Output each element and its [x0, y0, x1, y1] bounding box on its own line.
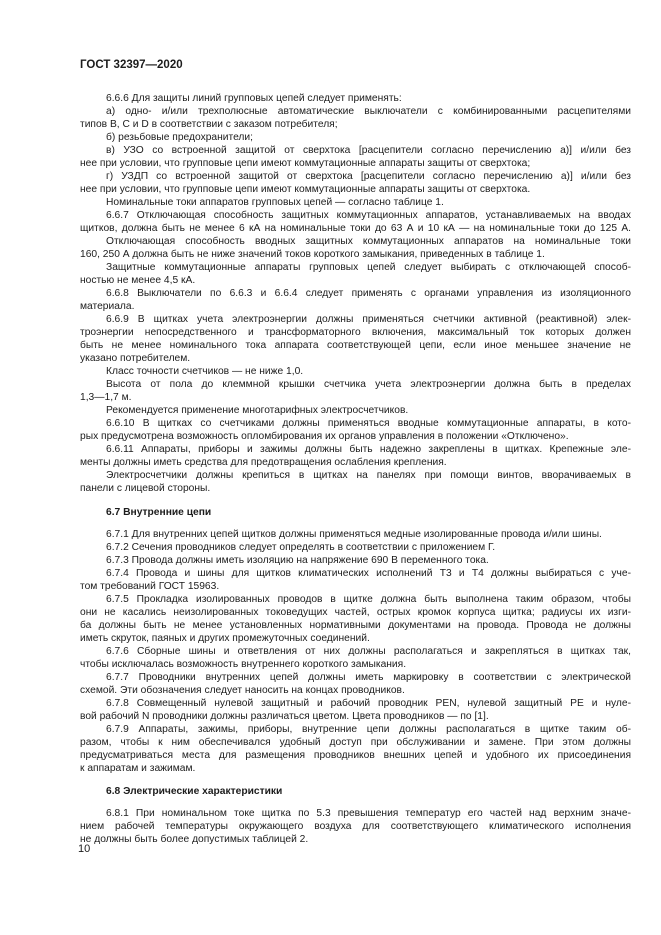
text-line: рых предусмотрена возможность опломбирования их органов управления в положении «Отключено». [80, 431, 569, 442]
text-line: ностью не менее 4,5 кА. [80, 275, 196, 286]
text-line: Отключающая способность вводных защитных коммутационных аппаратов на номинальные токи [106, 236, 631, 247]
text-line: ба должны быть не менее установленных нормативными документами на провода. Провода не должны [80, 620, 631, 631]
text-line: материала. [80, 301, 135, 312]
text-line: нием рабочей температуры окружающего воздуха для соответствующего климатического исполнения [80, 821, 631, 832]
text-line: предусматриваться места для размещения проводников внешних цепей и удобного их присоединения [80, 750, 631, 761]
text-line: б) резьбовые предохранители; [106, 132, 253, 143]
text-line: 6.7.4 Провода и шины для щитков климатических исполнений Т3 и Т4 должны выбираться с уче- [106, 568, 631, 579]
text-line: щитков, должна быть не менее 6 кА на номинальные токи до 63 А и 10 кА — на номинальные токи до 125 А. [80, 223, 631, 234]
text-line: в) УЗО со встроенной защитой от сверхтока [расцепители согласно перечислению а)] и/или без [106, 145, 631, 156]
text-line: быть не менее номинального тока аппарата соответствующей цепи, если иное меньшее значение не [80, 340, 631, 351]
text-line: вой рабочий N проводники должны различаться цветом. Цвета проводников — по [1]. [80, 711, 489, 722]
section-heading: 6.7 Внутренние цепи [106, 507, 212, 518]
text-line: менты должны иметь средства для предотвращения ослабления крепления. [80, 457, 447, 468]
text-line: а) одно- и/или трехполюсные автоматические выключатели с комбинированными расцепителями [106, 106, 631, 117]
text-line: чтобы исключалась возможность внутреннего короткого замыкания. [80, 659, 407, 670]
text-line: 6.7.2 Сечения проводников следует определять в соответствии с приложением Г. [106, 542, 496, 553]
text-line: 6.6.10 В щитках со счетчиками должны применяться вводные коммутационные аппараты, в кото- [106, 418, 631, 429]
section-heading: 6.8 Электрические характеристики [106, 786, 283, 797]
text-line: 6.7.9 Аппараты, зажимы, приборы, внутренние цепи должны располагаться в щитке таким об- [106, 724, 631, 735]
text-line: 6.7.8 Совмещенный нулевой защитный и рабочий проводник PEN, нулевой защитный PE и нуле- [106, 698, 631, 709]
text-line: разом, чтобы к ним обеспечивался удобный доступ при обслуживании и замене. При этом должны [80, 737, 631, 748]
text-line: 6.7.1 Для внутренних цепей щитков должны применяться медные изолированные провода и/или шины. [106, 529, 602, 540]
text-line: 6.7.7 Проводники внутренних цепей должны иметь маркировку в соответствии с электрической [106, 672, 631, 683]
text-line: типов B, C и D в соответствии с заказом потребителя; [80, 119, 338, 130]
text-line: панели с лицевой стороны. [80, 483, 211, 494]
page-number: 10 [78, 843, 91, 855]
text-line: 1,3—1,7 м. [80, 392, 132, 403]
text-line: 160, 250 А должна быть не ниже значений токов короткого замыкания, приведенных в таблице 1. [80, 249, 545, 260]
text-line: 6.6.6 Для защиты линий групповых цепей следует применять: [106, 93, 402, 104]
text-line: Номинальные токи аппаратов групповых цепей — согласно таблице 1. [106, 197, 444, 208]
text-line: они не касались неизолированных токоведущих частей, острых кромок корпуса щитка; радиусы их изги- [80, 607, 631, 618]
text-line: Защитные коммутационные аппараты групповых цепей следует выбирать с отключающей способ- [106, 262, 631, 273]
text-line: 6.8.1 При номинальном токе щитка по 5.3 превышения температур его частей над верхним значе- [106, 808, 631, 819]
text-line: 6.6.7 Отключающая способность защитных коммутационных аппаратов, устанавливаемых на вводах [106, 210, 631, 221]
text-line: 6.6.8 Выключатели по 6.6.3 и 6.6.4 следует применять с органами управления из изоляционного [106, 288, 631, 299]
text-line: Электросчетчики должны крепиться в щитках на панелях при помощи винтов, вворачиваемых в [106, 470, 631, 481]
text-line: 6.7.5 Прокладка изолированных проводов в щитке должна быть выполнена таким образом, чтобы [106, 594, 631, 605]
text-line: Рекомендуется применение многотарифных электросчетчиков. [106, 405, 409, 416]
text-line: г) УЗДП со встроенной защитой от сверхтока [расцепители согласно перечислению а)] и/или без [106, 171, 631, 182]
text-line: иметь скруток, паяных и других промежуточных соединений. [80, 633, 370, 644]
text-line: 6.6.9 В щитках учета электроэнергии должны применяться счетчики активной (реактивной) элек- [106, 314, 631, 325]
text-line: нее при условии, что групповые цепи имеют коммутационные аппараты защиты от сверхтока; [80, 158, 531, 169]
text-line: 6.7.6 Сборные шины и ответвления от них должны располагаться и закрепляться в щитках так, [106, 646, 631, 657]
text-line: нее при условии, что групповые цепи имеют коммутационные аппараты защиты от сверхтока. [80, 184, 531, 195]
text-line: троэнергии непосредственного и трансформаторного включения, максимальный ток которых должен [80, 327, 631, 338]
text-line: Класс точности счетчиков — не ниже 1,0. [106, 366, 304, 377]
document-header: ГОСТ 32397—2020 [80, 59, 183, 71]
text-line: схемой. Эти обозначения следует наносить на концах проводников. [80, 685, 405, 696]
text-line: указано потребителем. [80, 353, 191, 364]
text-line: 6.7.3 Провода должны иметь изоляцию на напряжение 690 В переменного тока. [106, 555, 489, 566]
text-line: 6.6.11 Аппараты, приборы и зажимы должны быть надежно закреплены в щитках. Крепежные эле- [106, 444, 631, 455]
text-line: не должны быть более допустимых таблицей 2. [80, 834, 309, 845]
text-line: том требований ГОСТ 15963. [80, 581, 220, 592]
text-line: Высота от пола до клеммной крышки счетчика учета электроэнергии должна быть в пределах [106, 379, 631, 390]
text-line: к аппаратам и зажимам. [80, 763, 196, 774]
